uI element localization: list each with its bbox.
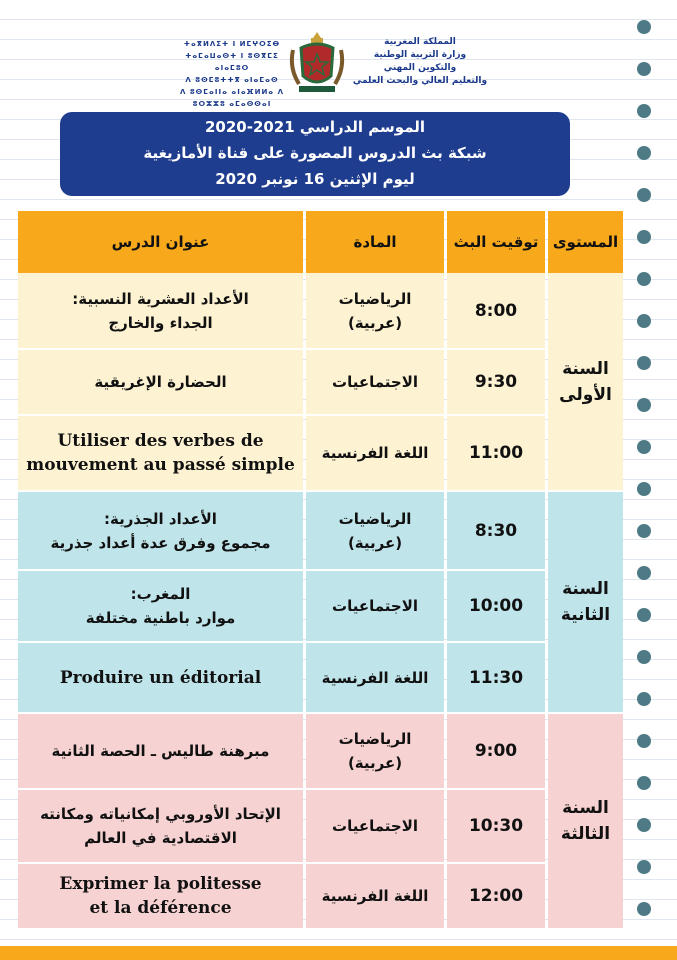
subject-cell: الاجتماعيات: [306, 790, 444, 862]
level-label: السنة: [562, 358, 609, 379]
subject-cell: اللغة الفرنسية: [306, 864, 444, 928]
dot-icon: [637, 524, 651, 538]
level-cell: [548, 273, 623, 490]
level-label: الثانية: [560, 605, 611, 625]
lesson-title: Exprimer la politesse: [59, 874, 262, 894]
lesson-cell: [18, 571, 303, 641]
dot-icon: [637, 188, 651, 202]
dot-icon: [637, 314, 651, 328]
lesson-title: et la déférence: [89, 898, 232, 918]
time-cell: 10:30: [447, 790, 545, 862]
dot-icon: [637, 272, 651, 286]
time-cell: 11:00: [447, 416, 545, 490]
header-arabic-block: [350, 36, 490, 88]
lesson-title: Utiliser des verbes de: [57, 431, 264, 451]
header-arabic-line: والتكوين المهني: [383, 63, 457, 73]
subject-cell: [306, 273, 444, 348]
header-tifinagh-line: ⵜⴰⵎⴰⵡⴰⵙⵜ ⵏ ⵓⵙⴳⵎⵉ ⴰⵏⴰⵎⵓⵔ: [185, 52, 279, 72]
header-level: المستوى: [548, 211, 623, 273]
dot-icon: [637, 776, 651, 790]
subject-cell: اللغة الفرنسية: [306, 416, 444, 490]
header-lesson: عنوان الدرس: [18, 211, 303, 273]
level-label: السنة: [562, 579, 609, 599]
lesson-title: الجداء والخارج: [108, 313, 213, 332]
dot-icon: [637, 692, 651, 706]
broadcast-date-title: ليوم الإثنين 16 نونبر 2020: [215, 170, 415, 188]
royal-emblem-icon: [287, 28, 347, 98]
header-arabic-line: وزارة التربية الوطنية: [373, 50, 467, 60]
subject-cell: [306, 714, 444, 788]
subject-label: الرياضيات: [338, 509, 412, 528]
dot-icon: [637, 902, 651, 916]
lesson-title: mouvement au passé simple: [26, 455, 295, 475]
dot-icon: [637, 734, 651, 748]
subject-label: الرياضيات: [338, 289, 412, 308]
dot-icon: [637, 356, 651, 370]
level-label: السنة: [562, 798, 609, 818]
time-cell: 9:30: [447, 350, 545, 414]
dot-icon: [637, 62, 651, 76]
dot-icon: [637, 230, 651, 244]
header-arabic-line: والتعليم العالي والبحث العلمي: [352, 76, 488, 86]
lesson-title: المغرب:: [130, 585, 191, 603]
level-label: الثالثة: [560, 824, 611, 844]
header-tifinagh-block: [172, 38, 292, 110]
subject-cell: الاجتماعيات: [306, 571, 444, 641]
lesson-cell: [18, 864, 303, 928]
lesson-cell: مبرهنة طاليس ـ الحصة الثانية: [18, 714, 303, 788]
dot-icon: [637, 860, 651, 874]
lesson-title: الاقتصادية في العالم: [84, 829, 237, 847]
lesson-title: الإتحاد الأوروبي إمكانياته ومكانته: [40, 805, 281, 823]
bottom-accent-bar: [0, 946, 677, 960]
header-tifinagh-line: ⵜⴰⴳⵍⴷⵉⵜ ⵏ ⵍⵎⵖⵔⵉⴱ: [183, 40, 281, 48]
dot-icon: [637, 398, 651, 412]
header-time: توقيت البث: [447, 211, 545, 273]
level-cell: [548, 492, 623, 712]
subject-label: (عربية): [347, 533, 403, 552]
lesson-cell: [18, 492, 303, 569]
subject-cell: الاجتماعيات: [306, 350, 444, 414]
time-cell: 8:30: [447, 492, 545, 569]
school-year-title: الموسم الدراسي 2021-2020: [204, 118, 426, 136]
dot-icon: [637, 566, 651, 580]
subject-label: الرياضيات: [338, 730, 412, 748]
time-cell: 10:00: [447, 571, 545, 641]
dot-icon: [637, 482, 651, 496]
dot-icon: [637, 608, 651, 622]
time-cell: 9:00: [447, 714, 545, 788]
subject-label: (عربية): [347, 313, 403, 332]
level-cell: [548, 714, 623, 928]
header-tifinagh-line: ⴷ ⵓⵙⵎⴰⵏⵏⴰ ⴰⵏⴰⴼⵍⵍⴰ ⴷ ⵓⵔⵣⵣⵓ ⴰⵎⴰⵙⵙⴰⵏ: [179, 88, 284, 108]
dot-icon: [637, 146, 651, 160]
lesson-title: الأعداد الجذرية:: [104, 509, 217, 528]
subject-cell: اللغة الفرنسية: [306, 643, 444, 712]
lesson-cell: [18, 790, 303, 862]
time-cell: 8:00: [447, 273, 545, 348]
lesson-cell: [18, 273, 303, 348]
dot-icon: [637, 818, 651, 832]
schedule-title-box: [60, 112, 570, 196]
header-subject: المادة: [306, 211, 444, 273]
lesson-title: الأعداد العشرية النسبية:: [72, 289, 249, 308]
dot-icon: [637, 650, 651, 664]
dot-icon: [637, 20, 651, 34]
lesson-cell: Produire un éditorial: [18, 643, 303, 712]
dot-icon: [637, 440, 651, 454]
subject-label: (عربية): [347, 754, 403, 772]
level-label: الأولى: [559, 384, 612, 405]
lesson-cell: [18, 416, 303, 490]
header-tifinagh-line: ⴷ ⵓⵙⵎⵓⵜⵜⴳ ⴰⵏⴰⵎⴰⵙ: [185, 76, 279, 84]
dot-icon: [637, 104, 651, 118]
broadcast-network-title: شبكة بث الدروس المصورة على قناة الأمازيغية: [143, 144, 487, 162]
lesson-title: موارد باطنية مختلفة: [85, 609, 236, 627]
schedule-table: [18, 211, 623, 928]
subject-cell: [306, 492, 444, 569]
time-cell: 12:00: [447, 864, 545, 928]
lesson-title: مجموع وفرق عدة أعداد جذرية: [50, 533, 271, 552]
time-cell: 11:30: [447, 643, 545, 712]
lesson-cell: الحضارة الإغريقية: [18, 350, 303, 414]
header-arabic-line: المملكة المغربية: [384, 37, 456, 47]
